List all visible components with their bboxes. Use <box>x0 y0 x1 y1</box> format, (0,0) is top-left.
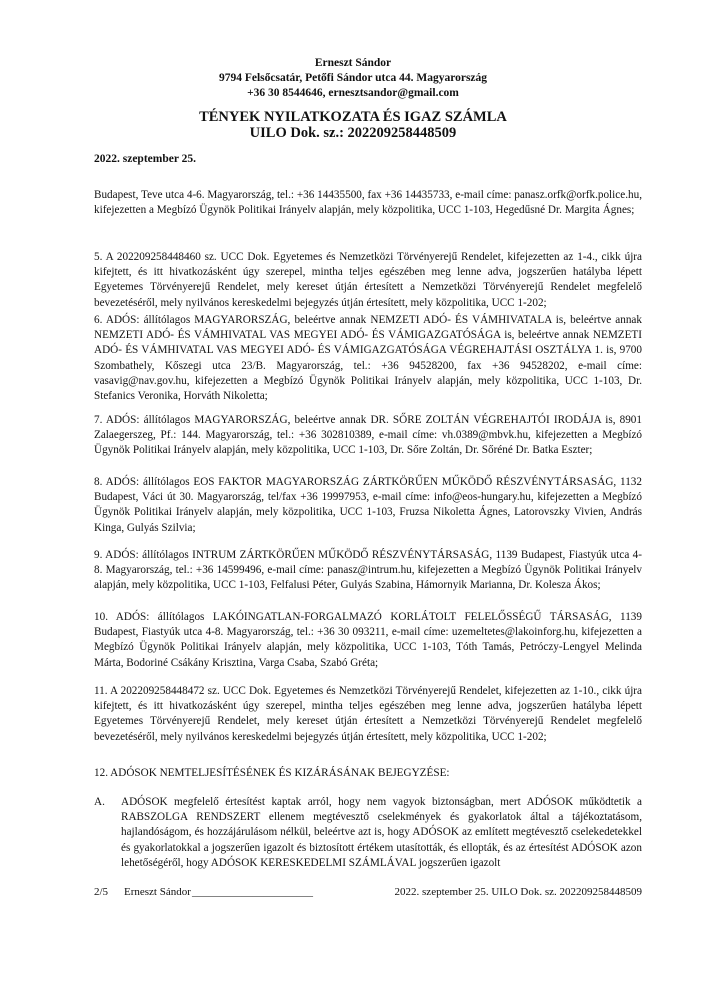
sender-address: 9794 Felsőcsatár, Petőfi Sándor utca 44. Magyarország <box>218 72 488 84</box>
paragraph-5: 5. A 202209258448460 sz. UCC Dok. Egyetemes és Nemzetközi Törvényerejű Rendelet, kifejezetten az 1-4., cikk újra kifejtett, és itt hivatkozásként úgy szerepel, mintha teljes egészében meg lenne adva, jogszerűen hatályba lépett Egyetemes Törvényerejű Rendelet, mely kereset útján értesített a Nemzetközi Törvényerejű Rendelet megfelelő bevezetéséről, mely nyilvános kereskedelmi bejegyzés útján értesített, mely közpolitika, UCC 1-202; <box>94 251 642 309</box>
paragraph-8: 8. ADÓS: állítólagos EOS FAKTOR MAGYARORSZÁG ZÁRTKÖRŰEN MŰKÖDŐ RÉSZVÉNYTÁRSASÁG, 1132 Budapest, Váci út 30. Magyarország, tel/fax +36 19997953, e-mail címe: info@eos-hungary.hu, kifejezetten a Megbízó Ügynök Politikai Irányelv alapján, mely közpolitika, UCC 1-103, Fruzsa Nikoletta Ágnes, Latorovszky Vivien, András Kinga, Gulyás Szilvia; <box>94 476 642 534</box>
sender-header <box>0 56 706 101</box>
title-line-2: UILO Dok. sz.: 202209258448509 <box>249 125 457 141</box>
subitem-text: ADÓSOK megfelelő értesítést kaptak arról, hogy nem vagyok biztonságban, mert ADÓSOK működtetik a RABSZOLGA RENDSZERT ellenem megtévesztő cselekmények és gyakorlatok által a tájékoztatásom, hajlandóságom, és hozzájárulásom nélkül, beleértve azt is, hogy ADÓSOK az említett megtévesztő cselekedetekkel és gyakorlatokkal a jogszerűen igazolt és biztosított értékem utasították, és ellopták, és az értesítést ADÓSOK azon lehetőségéről, hogy ADÓSOK KERESKEDELMI SZÁMLÁVAL jogszerűen igazolt <box>121 796 642 869</box>
document-title <box>0 109 706 141</box>
footer-name: Erneszt Sándor <box>124 886 191 898</box>
sender-name: Erneszt Sándor <box>314 57 392 69</box>
page-number: 2/5 <box>94 886 109 898</box>
paragraph-9: 9. ADÓS: állítólagos INTRUM ZÁRTKÖRŰEN MŰKÖDŐ RÉSZVÉNYTÁRSASÁG, 1139 Budapest, Fiastyúk utca 4-8. Magyarország, tel.: +36 14599496, e-mail címe: panasz@intrum.hu, kifejezetten a Megbízó Ügynök Politikai Irányelv alapján, mely közpolitika, UCC 1-103, Felfalusi Péter, Gulyás Szabina, Hámornyik Marianna, Dr. Kolesza Ákos; <box>94 549 642 592</box>
paragraph-police: Budapest, Teve utca 4-6. Magyarország, tel.: +36 14435500, fax +36 14435733, e-mail címe: panasz.orfk@orfk.police.hu, kifejezetten a Megbízó Ügynök Politikai Irányelv alapján, mely közpolitika, UCC 1-103, Hegedűsné Dr. Margita Ágnes; <box>94 189 642 217</box>
subitem-letter: A. <box>94 796 105 808</box>
paragraph-11: 11. A 202209258448472 sz. UCC Dok. Egyetemes és Nemzetközi Törvényerejű Rendelet, kifejezetten az 1-10., cikk újra kifejtett, és itt hivatkozásként úgy szerepel, mintha teljes egészében meg lenne adva, jogszerűen hatályba lépett Egyetemes Törvényerejű Rendelet, mely kereset útján értesített a Nemzetközi Törvényerejű Rendelet megfelelő bevezetéséről, mely nyilvános kereskedelmi bejegyzés útján értesített, mely közpolitika, UCC 1-202; <box>94 685 642 743</box>
paragraph-10: 10. ADÓS: állítólagos LAKÓINGATLAN-FORGALMAZÓ KORLÁTOLT FELELŐSSÉGŰ TÁRSASÁG, 1139 Budapest, Fiastyúk utca 4-8. Magyarország, tel.: +36 30 093211, e-mail címe: uzemeltetes@lakoinforg.hu, kifejezetten a Megbízó Ügynök Politikai Irányelv alapján, mely közpolitika, UCC 1-103, Tóth Tamás, Petróczy-Lengyel Melinda Márta, Bodoriné Csákány Krisztina, Varga Csaba, Szabó Gréta; <box>94 611 642 669</box>
title-line-1: TÉNYEK NYILATKOZATA ÉS IGAZ SZÁMLA <box>199 109 507 125</box>
paragraph-6: 6. ADÓS: állítólagos MAGYARORSZÁG, beleértve annak NEMZETI ADÓ- ÉS VÁMHIVATALA is, beleértve annak NEMZETI ADÓ- ÉS VÁMHIVATAL VAS MEGYEI ADÓ- ÉS VÁMIGAZGATÓSÁGA is, beleértve annak NEMZETI ADÓ- ÉS VÁMHIVATAL VAS MEGYEI ADÓ- ÉS VÁMIGAZGATÓSÁGA VÉGREHAJTÁSI OSZTÁLYA 1. is, 9700 Szombathely, Kőszegi utca 23/B. Magyarország, tel.: +36 94528200, fax +36 94528202, e-mail címe: vasavig@nav.gov.hu, kifejezetten a Megbízó Ügynök Politikai Irányelv alapján, mely közpolitika, UCC 1-103, Dr. Stefanics Veronika, Horváth Nikoletta; <box>94 314 642 403</box>
footer-doc-ref: 2022. szeptember 25. UILO Dok. sz. 202209258448509 <box>394 886 642 898</box>
document-date: 2022. szeptember 25. <box>94 153 196 165</box>
paragraph-7: 7. ADÓS: állítólagos MAGYARORSZÁG, beleértve annak DR. SŐRE ZOLTÁN VÉGREHAJTÓI IRODÁJA is, 8901 Zalaegerszeg, Pf.: 144. Magyarország, tel.: +36 302810389, e-mail címe: vh.0389@mbvk.hu, kifejezetten a Megbízó Ügynök Politikai Irányelv alapján, mely közpolitika, UCC 1-103, Dr. Sőre Zoltán, Dr. Sőréné Dr. Batka Eszter; <box>94 414 642 457</box>
signature-line: ______________________ <box>192 886 313 898</box>
paragraph-12-heading: 12. ADÓSOK NEMTELJESÍTÉSÉNEK ÉS KIZÁRÁSÁNAK BEJEGYZÉSE: <box>94 767 450 779</box>
sender-contact: +36 30 8544646, ernesztsandor@gmail.com <box>247 87 459 99</box>
subitem-a <box>94 795 642 871</box>
